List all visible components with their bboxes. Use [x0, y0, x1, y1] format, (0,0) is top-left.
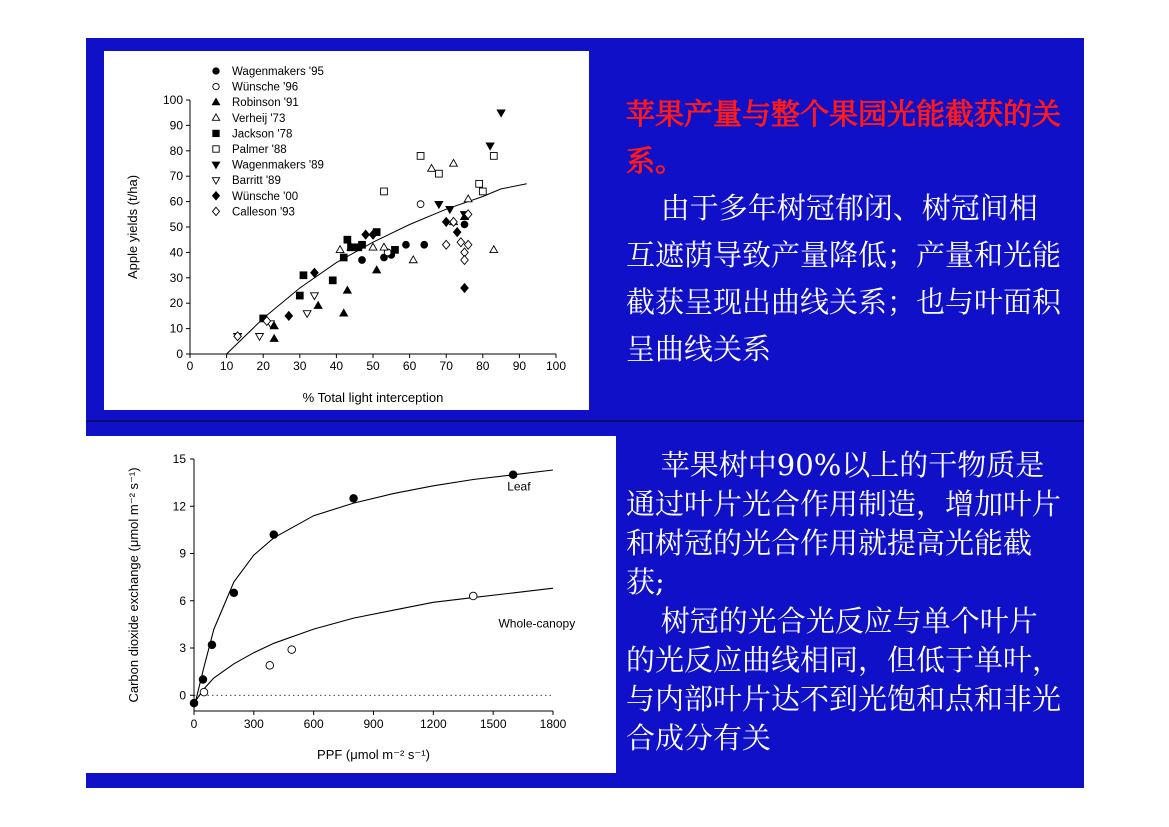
data-point	[403, 241, 410, 248]
x-tick-label: 1800	[539, 717, 567, 731]
x-tick-label: 80	[476, 359, 490, 373]
legend-marker	[212, 192, 219, 200]
y-axis-label: Carbon dioxide exchange (μmol m⁻² s⁻¹)	[126, 467, 141, 703]
data-point	[190, 699, 198, 707]
legend-marker	[212, 98, 219, 104]
x-axis-label: % Total light interception	[302, 390, 444, 405]
data-point	[479, 188, 486, 195]
data-point	[392, 246, 399, 253]
y-tick-label: 12	[172, 499, 186, 514]
y-tick-label: 70	[169, 169, 183, 184]
data-point	[359, 257, 366, 264]
data-point	[497, 110, 505, 117]
legend-label: Robinson '91	[232, 97, 299, 110]
y-tick-label: 60	[169, 194, 183, 209]
x-tick-label: 600	[303, 717, 324, 731]
legend-label: Jackson '78	[232, 128, 293, 141]
data-point	[435, 201, 443, 208]
data-point	[200, 688, 208, 696]
data-point	[336, 246, 344, 253]
x-tick-label: 0	[190, 717, 198, 731]
legend-label: Wünsche '00	[232, 190, 299, 203]
data-point	[256, 334, 264, 341]
data-point	[446, 207, 454, 214]
x-tick-label: 900	[363, 717, 384, 731]
data-point	[359, 241, 366, 248]
data-point	[270, 335, 278, 342]
data-point	[461, 284, 468, 293]
data-point	[300, 272, 307, 279]
horizontal-divider	[86, 420, 1084, 422]
data-point	[461, 256, 468, 265]
curve-whole-canopy	[194, 588, 553, 703]
y-tick-label: 90	[169, 118, 183, 133]
y-tick-label: 100	[162, 93, 183, 107]
section-title: 苹果产量与整个果园光能截获的关系。	[626, 97, 1062, 178]
y-tick-label: 3	[179, 641, 186, 655]
yield-description-text	[626, 91, 1066, 373]
data-point	[381, 188, 388, 195]
data-point	[373, 266, 381, 273]
legend-marker	[212, 114, 219, 120]
data-point	[285, 311, 292, 320]
y-tick-label: 0	[176, 347, 183, 361]
y-tick-label: 10	[169, 321, 183, 336]
x-axis-label: PPF (μmol m⁻² s⁻¹)	[317, 747, 430, 762]
co2-exchange-chart	[86, 436, 616, 773]
yield-vs-light-chart	[104, 51, 589, 410]
y-tick-label: 50	[169, 220, 183, 234]
series-label: Whole-canopy	[498, 616, 576, 631]
x-tick-label: 100	[545, 359, 567, 373]
data-point	[266, 662, 274, 670]
data-point	[486, 143, 494, 150]
data-point	[380, 243, 388, 250]
legend-marker	[213, 83, 219, 89]
legend-marker	[213, 130, 219, 136]
x-tick-label: 60	[402, 359, 417, 373]
y-tick-label: 20	[169, 296, 183, 311]
legend-label: Wagenmakers '95	[232, 66, 324, 78]
y-tick-label: 30	[169, 270, 183, 285]
x-tick-label: 70	[439, 359, 453, 373]
x-tick-label: 20	[256, 359, 270, 373]
y-axis-label: Apple yields (t/ha)	[125, 174, 140, 280]
x-tick-label: 10	[219, 359, 234, 373]
data-point	[457, 238, 464, 247]
co2-exchange-chart-panel	[86, 436, 616, 773]
data-point	[509, 471, 517, 479]
data-point	[442, 218, 449, 227]
legend-label: Verheij '73	[232, 112, 286, 125]
data-point	[490, 152, 497, 159]
legend-marker	[212, 178, 219, 184]
y-tick-label: 15	[172, 452, 186, 466]
data-point	[288, 646, 296, 654]
data-point	[344, 236, 351, 243]
data-point	[476, 180, 483, 187]
data-point	[350, 495, 358, 503]
data-point	[464, 240, 471, 249]
x-tick-label: 90	[512, 359, 527, 373]
data-point	[199, 676, 207, 684]
legend-marker	[212, 207, 219, 215]
data-point	[303, 311, 311, 318]
legend-label: Barritt '89	[232, 175, 281, 188]
data-point	[340, 309, 348, 316]
x-tick-label: 50	[366, 359, 380, 373]
data-point	[417, 152, 424, 159]
x-tick-label: 1200	[419, 717, 447, 731]
data-point	[421, 241, 428, 248]
data-point	[450, 159, 458, 166]
slide-background	[86, 38, 1084, 788]
x-tick-label: 300	[243, 717, 264, 731]
data-point	[296, 292, 303, 299]
photosynthesis-paragraph-2: 树冠的光合光反应与单个叶片的光反应曲线相同，但低于单叶，与内部叶片达不到光饱和点和非光合成分有关	[626, 604, 1062, 755]
data-point	[409, 256, 417, 263]
x-tick-label: 1500	[479, 717, 507, 731]
data-point	[343, 286, 351, 293]
legend-marker	[212, 162, 219, 168]
data-point	[490, 246, 498, 253]
data-point	[314, 302, 322, 309]
legend-marker	[213, 146, 219, 152]
data-point	[270, 531, 278, 539]
data-point	[453, 228, 460, 237]
data-point	[208, 641, 216, 649]
legend-label: Palmer '88	[232, 144, 287, 156]
data-point	[340, 254, 347, 261]
x-tick-label: 30	[293, 359, 307, 373]
series-label: Leaf	[507, 479, 531, 494]
x-tick-label: 40	[329, 359, 344, 373]
data-point	[311, 293, 319, 300]
data-point	[362, 230, 369, 239]
legend-label: Wagenmakers '89	[232, 159, 324, 172]
data-point	[469, 592, 477, 600]
yield-description-paragraph: 由于多年树冠郁闭、树冠间相互遮荫导致产量降低；产量和光能截获呈现出曲线关系；也与叶面积呈曲线关系	[626, 191, 1062, 366]
photosynthesis-paragraph-1: 苹果树中90%以上的干物质是通过叶片光合作用制造，增加叶片和树冠的光合作用就提高光能截获;	[626, 448, 1062, 599]
y-tick-label: 40	[169, 245, 183, 260]
y-tick-label: 0	[179, 688, 186, 703]
data-point	[329, 277, 336, 284]
x-tick-label: 0	[186, 359, 194, 373]
curve-leaf	[194, 470, 553, 708]
data-point	[464, 195, 472, 202]
yield-vs-light-chart-panel	[104, 51, 589, 410]
legend-label: Calleson '93	[232, 206, 295, 219]
legend-label: Wünsche '96	[232, 81, 299, 94]
y-tick-label: 6	[179, 593, 186, 608]
legend-marker	[213, 68, 219, 74]
y-tick-label: 9	[179, 546, 186, 561]
photosynthesis-description-text	[626, 446, 1066, 758]
data-point	[428, 165, 436, 172]
data-point	[230, 589, 238, 597]
data-point	[442, 240, 449, 249]
data-point	[435, 170, 442, 177]
data-point	[348, 244, 355, 251]
data-point	[461, 221, 468, 228]
data-point	[417, 201, 424, 208]
y-tick-label: 80	[169, 143, 183, 158]
